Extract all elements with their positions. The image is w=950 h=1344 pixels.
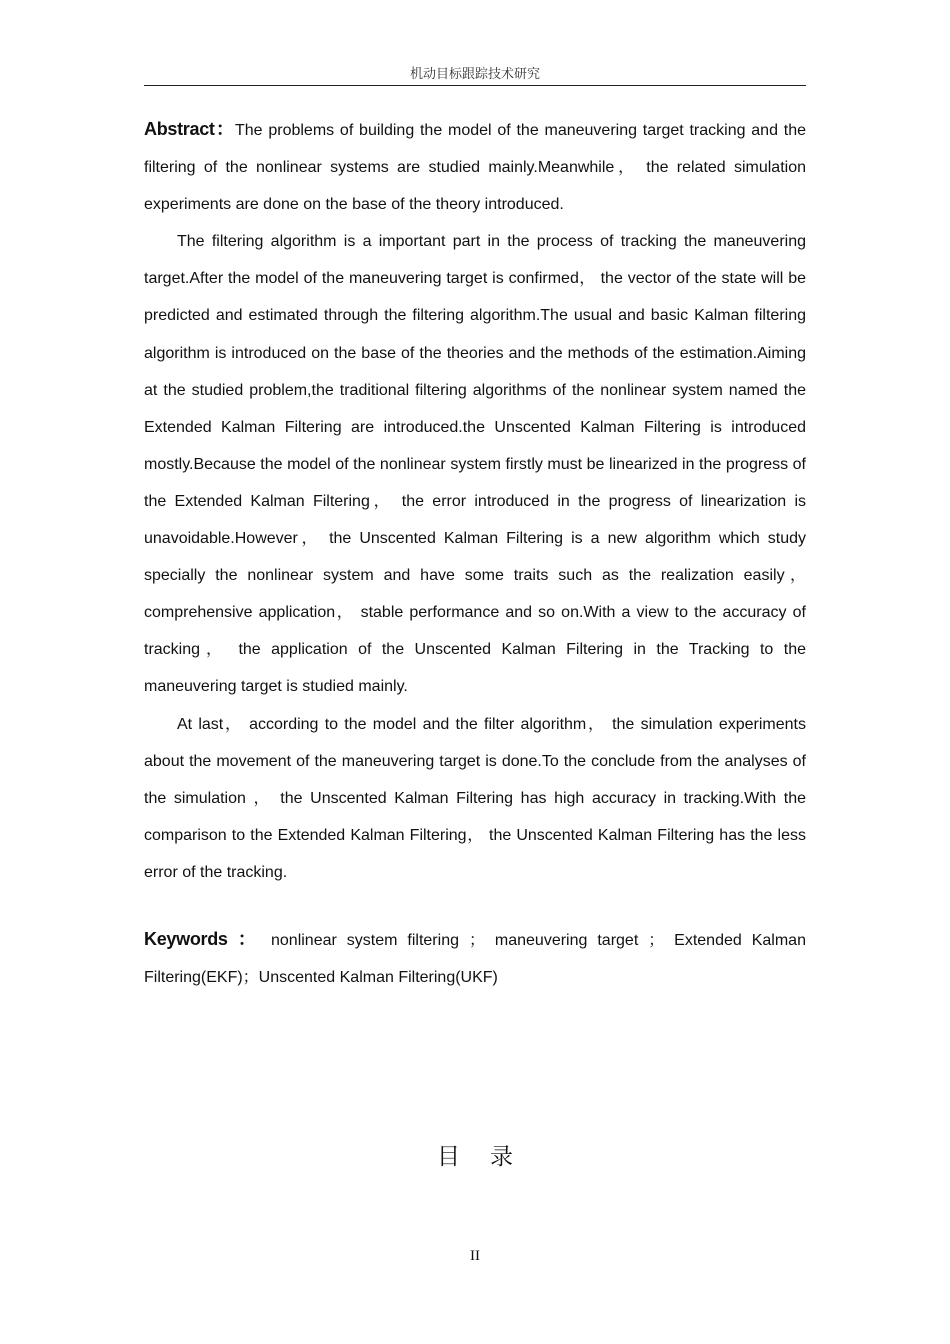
keywords-text: nonlinear system filtering ； maneuvering target ； Extended Kalman Filtering(EKF)；Unscented Kalman Filtering(UKF) <box>144 932 806 986</box>
abstract-paragraph-1-text: The problems of building the model of the maneuvering target tracking and the filtering of the nonlinear systems are studied mainly.Meanwhile， the related simulation experiments are done on the base of the theory introduced. <box>144 122 807 214</box>
abstract-label: Abstract： <box>144 119 235 139</box>
keywords-paragraph <box>144 921 806 996</box>
page-number: II <box>470 1248 480 1264</box>
abstract-paragraph-2: The filtering algorithm is a important part in the process of tracking the maneuvering target.After the model of the maneuvering target is confirmed， the vector of the state will be predicted and estimated through the filtering algorithm.The usual and basic Kalman filtering algorithm is introduced on the base of the theories and the methods of the estimation.Aiming at the studied problem,the traditional filtering algorithms of the nonlinear system named the Extended Kalman Filtering are introduced.the Unscented Kalman Filtering is introduced mostly.Because the model of the nonlinear system firstly must be linearized in the progress of the Extended Kalman Filtering， the error introduced in the progress of linearization is unavoidable.However， the Unscented Kalman Filtering is a new algorithm which study specially the nonlinear system and have some traits such as the realization easily， comprehensive application， stable performance and so on.With a view to the accuracy of tracking， the application of the Unscented Kalman Filtering in the Tracking to the maneuvering target is studied mainly. <box>144 233 807 696</box>
abstract-paragraph-3: At last， according to the model and the filter algorithm， the simulation experiments about the movement of the maneuvering target is done.To the conclude from the analyses of the simulation ， the Unscented Kalman Filtering has high accuracy in tracking.With the comparison to the Extended Kalman Filtering， the Unscented Kalman Filtering has the less error of the tracking. <box>144 715 806 881</box>
abstract-paragraph-1 <box>144 111 806 223</box>
abstract-section <box>144 111 806 891</box>
toc-title: 目录 <box>437 1144 543 1170</box>
header-rule <box>144 85 806 86</box>
running-header: 机动目标跟踪技术研究 <box>409 67 540 82</box>
keywords-label: Keywords ： <box>144 929 262 949</box>
keywords-section <box>144 921 806 996</box>
